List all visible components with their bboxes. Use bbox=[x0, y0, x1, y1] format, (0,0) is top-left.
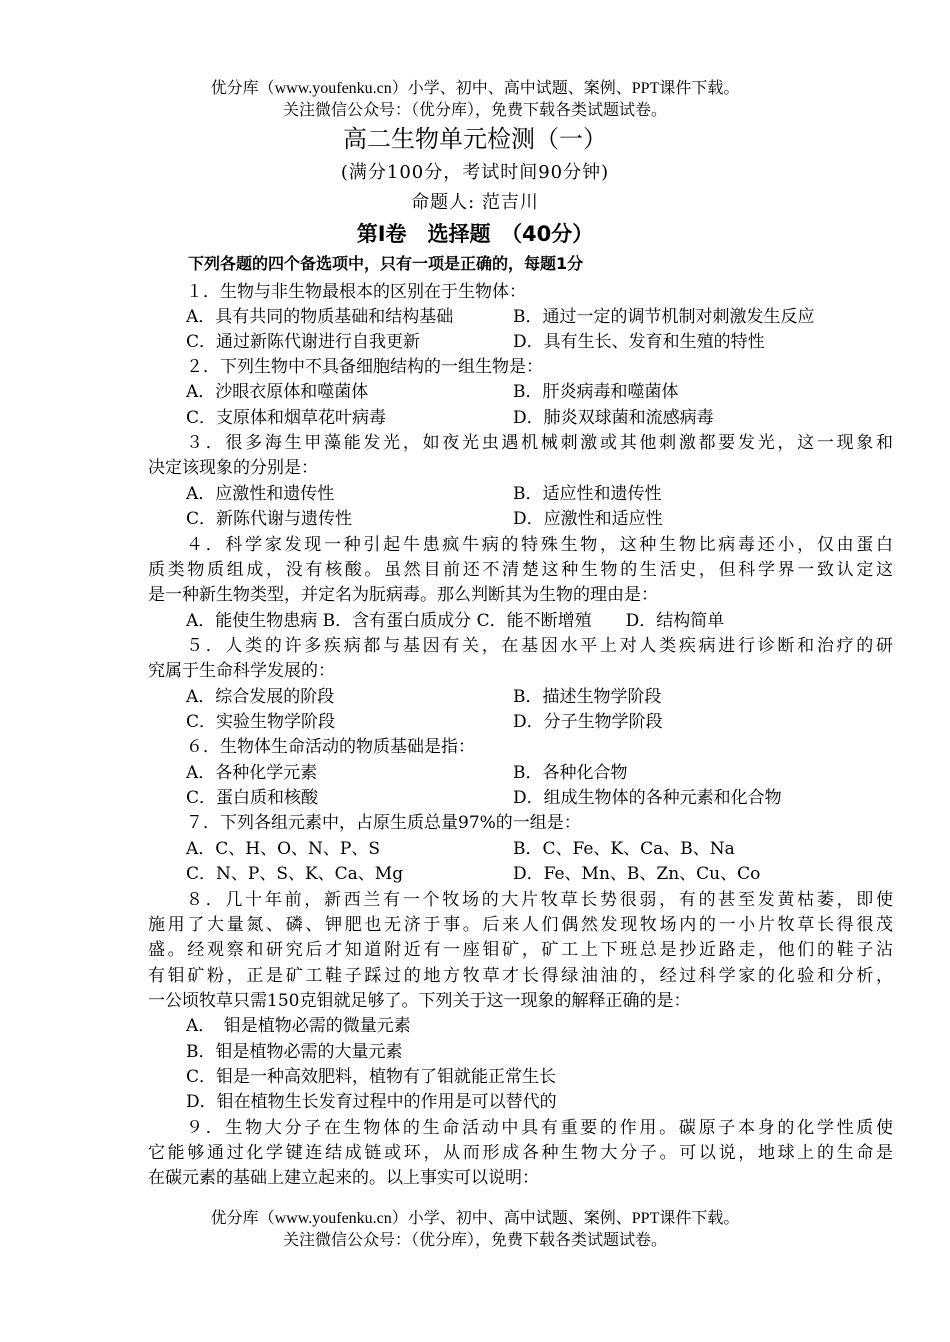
header-line-2: 关注微信公众号：（优分库），免费下载各类试题试卷。 bbox=[282, 102, 667, 119]
q6-stem: ６．生物体生命活动的物质基础是指： bbox=[186, 737, 475, 757]
q6-option-a: A．各种化学元素 bbox=[186, 763, 318, 783]
q4-options: A．能使生物患病 B．含有蛋白质成分 C．能不断增殖 D．结构简单 bbox=[186, 611, 725, 631]
q1-option-a: A．具有共同的物质基础和结构基础 bbox=[186, 307, 454, 327]
q1-option-d: D．具有生长、发育和生殖的特性 bbox=[513, 332, 765, 352]
q1-option-c: C．通过新陈代谢进行自我更新 bbox=[186, 332, 421, 352]
q3-option-d: D．应激性和适应性 bbox=[513, 509, 663, 529]
exam-title: 高二生物单元检测（一） bbox=[343, 125, 607, 153]
q5-option-d: D．分子生物学阶段 bbox=[513, 712, 663, 732]
footer-line-2: 关注微信公众号：（优分库），免费下载各类试题试卷。 bbox=[282, 1232, 667, 1249]
q9-stem-2: 它能够通过化学键连结成链或环，从而形成各种生物大分子。可以说，地球上的生命是 bbox=[148, 1143, 893, 1163]
q5-stem-1: ５．人类的许多疾病都与基因有关，在基因水平上对人类疾病进行诊断和治疗的研 bbox=[186, 636, 893, 656]
q3-stem-2: 决定该现象的分别是： bbox=[148, 458, 318, 478]
q3-option-a: A．应激性和遗传性 bbox=[186, 484, 335, 504]
q2-option-a: A．沙眼衣原体和噬菌体 bbox=[186, 382, 369, 402]
q8-stem-3: 盛。经观察和研究后才知道附近有一座钼矿，矿工上下班总是抄近路走，他们的鞋子沾 bbox=[148, 940, 893, 960]
q6-option-c: C．蛋白质和核酸 bbox=[186, 788, 319, 808]
q4-stem-3: 是一种新生物类型，并定名为朊病毒。那么判断其为生物的理由是： bbox=[148, 585, 658, 605]
q1-stem: １．生物与非生物最根本的区别在于生物体： bbox=[186, 282, 526, 302]
q7-option-b: B．C、Fe、K、Ca、B、Na bbox=[513, 839, 735, 859]
footer-line-1: 优分库（www.youfenku.cn）小学、初中、高中试题、案例、PPT课件下载。 bbox=[210, 1210, 740, 1227]
exam-subtitle: (满分100分，考试时间90分钟) bbox=[340, 162, 610, 183]
q8-stem-5: 一公顷牧草只需150克钼就足够了。下列关于这一现象的解释正确的是： bbox=[148, 991, 691, 1011]
q9-stem-1: ９．生物大分子在生物体的生命活动中具有重要的作用。碳原子本身的化学性质使 bbox=[186, 1118, 893, 1138]
q6-option-b: B．各种化合物 bbox=[513, 763, 628, 783]
q6-option-d: D．组成生物体的各种元素和化合物 bbox=[513, 788, 782, 808]
q7-option-a: A．C、H、O、N、P、S bbox=[186, 839, 381, 859]
q3-stem-1: ３．很多海生甲藻能发光，如夜光虫遇机械刺激或其他刺激都要发光，这一现象和 bbox=[186, 433, 893, 453]
q7-stem: ７．下列各组元素中，占原生质总量97%的一组是： bbox=[186, 813, 581, 833]
q7-option-c: C．N、P、S、K、Ca、Mg bbox=[186, 864, 404, 884]
q2-option-c: C．支原体和烟草花叶病毒 bbox=[186, 408, 387, 428]
q4-stem-1: ４．科学家发现一种引起牛患疯牛病的特殊生物，这种生物比病毒还小，仅由蛋白 bbox=[186, 535, 893, 555]
q8-option-a: A． 钼是植物必需的微量元素 bbox=[186, 1016, 411, 1036]
q8-option-b: B．钼是植物必需的大量元素 bbox=[186, 1042, 403, 1062]
q8-stem-4: 有钼矿粉，正是矿工鞋子踩过的地方牧草才长得绿油油的，经过科学家的化验和分析， bbox=[148, 966, 893, 986]
q8-option-d: D．钼在植物生长发育过程中的作用是可以替代的 bbox=[186, 1092, 557, 1112]
section-heading: 第Ⅰ卷 选择题 （40分） bbox=[356, 222, 594, 246]
q5-stem-2: 究属于生命科学发展的： bbox=[148, 661, 335, 681]
q5-option-b: B．描述生物学阶段 bbox=[513, 687, 662, 707]
q8-option-c: C．钼是一种高效肥料，植物有了钼就能正常生长 bbox=[186, 1067, 557, 1087]
q3-option-b: B．适应性和遗传性 bbox=[513, 484, 662, 504]
q5-option-c: C．实验生物学阶段 bbox=[186, 712, 336, 732]
q4-stem-2: 质类物质组成，没有核酸。虽然目前还不清楚这种生物的生活史，但科学界一致认定这 bbox=[148, 560, 893, 580]
q5-option-a: A．综合发展的阶段 bbox=[186, 687, 335, 707]
q8-stem-2: 施用了大量氮、磷、钾肥也无济于事。后来人们偶然发现牧场内的一小片牧草长得很茂 bbox=[148, 915, 893, 935]
q3-option-c: C．新陈代谢与遗传性 bbox=[186, 509, 353, 529]
q1-option-b: B．通过一定的调节机制对刺激发生反应 bbox=[513, 307, 815, 327]
q2-option-b: B．肝炎病毒和噬菌体 bbox=[513, 382, 679, 402]
q9-stem-3: 在碳元素的基础上建立起来的。以上事实可以说明： bbox=[148, 1168, 539, 1188]
q7-option-d: D．Fe、Mn、B、Zn、Cu、Co bbox=[513, 864, 761, 884]
q2-option-d: D．肺炎双球菌和流感病毒 bbox=[513, 408, 714, 428]
instruction: 下列各题的四个备选项中，只有一项是正确的，每题1分 bbox=[188, 254, 584, 273]
q2-stem: ２．下列生物中不具备细胞结构的一组生物是： bbox=[186, 357, 543, 377]
header-line-1: 优分库（www.youfenku.cn）小学、初中、高中试题、案例、PPT课件下载。 bbox=[210, 80, 740, 97]
q8-stem-1: ８．几十年前，新西兰有一个牧场的大片牧草长势很弱，有的甚至发黄枯萎，即使 bbox=[186, 890, 893, 910]
exam-author: 命题人: 范吉川 bbox=[411, 192, 539, 213]
